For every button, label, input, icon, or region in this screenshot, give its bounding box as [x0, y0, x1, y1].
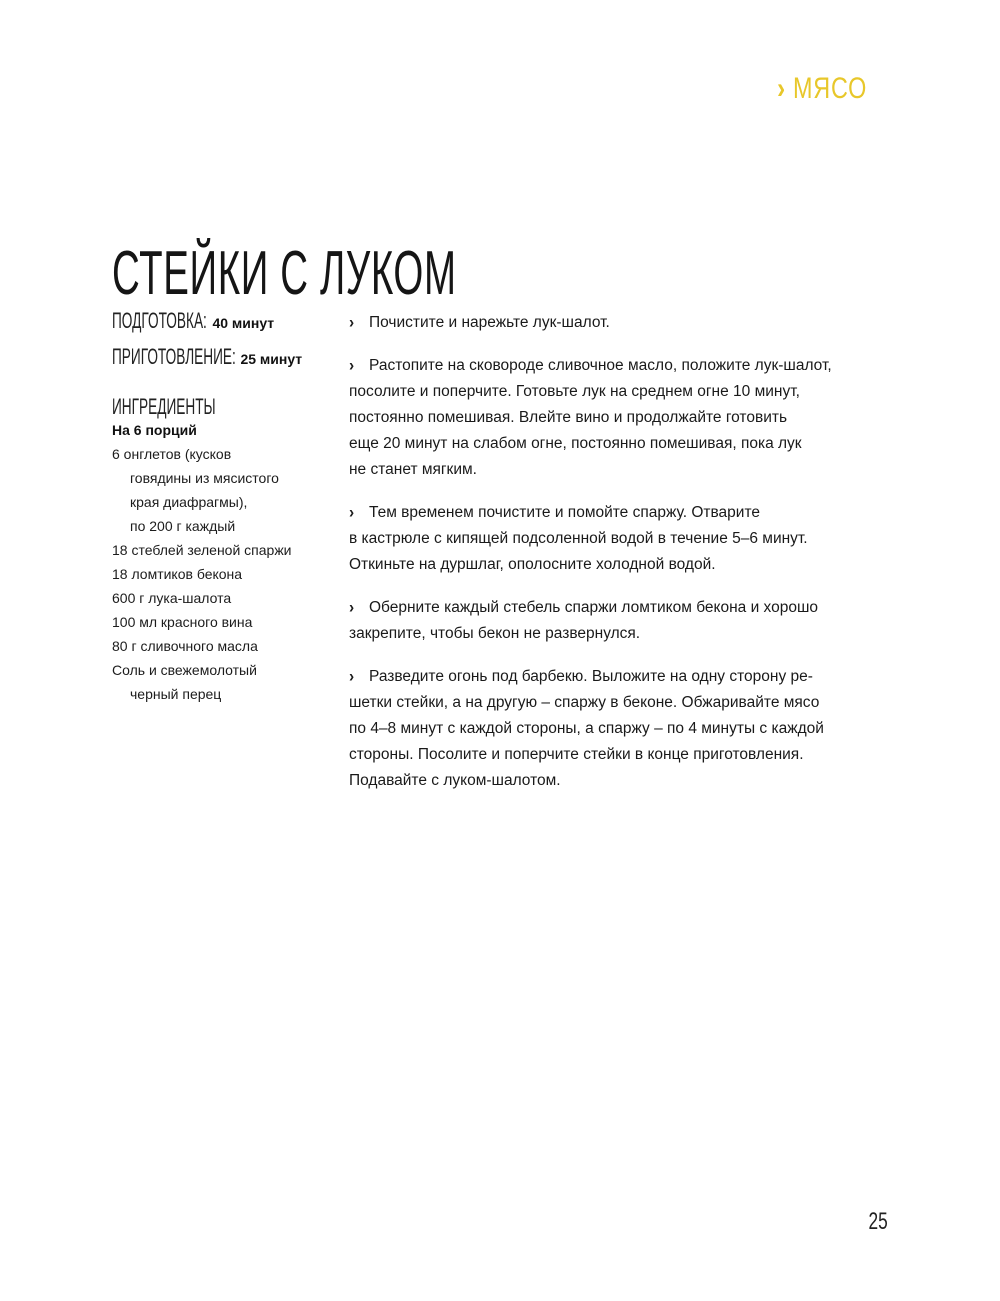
- recipe-info-column: [112, 308, 332, 706]
- chevron-right-icon: ›: [349, 313, 355, 332]
- section-label: МЯСО: [793, 72, 868, 105]
- step-text: Растопите на сковороде сливочное масло, положите лук-шалот, посолите и поперчите. Готовьте лук на среднем огне 10 минут, постоянно помешивая. Влейте вино и продолжайте готовить еще 20 минут на слабом огне, постоянно помешивая, пока лук не станет мягким.: [349, 357, 832, 478]
- ingredient-item: 6 онглетов (кусков говядины из мясистого края диафрагмы), по 200 г каждый: [112, 446, 279, 534]
- page-number: 25: [868, 1208, 888, 1235]
- section-tag: [776, 72, 888, 106]
- chevron-right-icon: ›: [349, 598, 355, 617]
- portions: На 6 порций: [112, 422, 197, 438]
- chevron-right-icon: ›: [349, 667, 355, 686]
- chevron-right-icon: ›: [349, 503, 355, 522]
- step-text: Тем временем почистите и помойте спаржу. Отварите в кастрюле с кипящей подсоленной водой в течение 5–6 минут. Откиньте на дуршлаг, ополосните холодной водой.: [349, 504, 808, 573]
- cook-time-value: 25 минут: [240, 351, 303, 367]
- recipe-title: СТЕЙКИ С ЛУКОМ: [112, 238, 457, 308]
- cook-time-label: ПРИГОТОВЛЕНИЕ:: [112, 344, 236, 369]
- method-column: [349, 310, 889, 811]
- ingredient-item: 600 г лука-шалота: [112, 590, 232, 606]
- step-text: Оберните каждый стебель спаржи ломтиком бекона и хорошо закрепите, чтобы бекон не развернулся.: [349, 599, 819, 642]
- ingredient-item: 18 стеблей зеленой спаржи: [112, 542, 292, 558]
- cook-time: [112, 344, 332, 370]
- step-text: Разведите огонь под барбекю. Выложите на одну сторону ре- шетки стейки, а на другую – спаржу в беконе. Обжаривайте мясо по 4–8 минут с каждой стороны, а спаржу – по 4 минуты с каждой стороны. Посолите и поперчите стейки в конце приготовления. Подавайте с луком-шалотом.: [349, 668, 824, 789]
- prep-time: [112, 308, 332, 334]
- ingredients-list: [112, 442, 332, 706]
- method-step: [349, 664, 889, 794]
- method-step: [349, 353, 889, 483]
- prep-time-label: ПОДГОТОВКА:: [112, 308, 207, 333]
- ingredient-item: Соль и свежемолотый черный перец: [112, 662, 257, 702]
- ingredient-item: 80 г сливочного масла: [112, 638, 258, 654]
- ingredient-item: 18 ломтиков бекона: [112, 566, 243, 582]
- ingredient-item: 100 мл красного вина: [112, 614, 253, 630]
- ingredients-heading: ИНГРЕДИЕНТЫ: [112, 394, 216, 419]
- method-step: [349, 310, 889, 336]
- chevron-right-icon: ›: [349, 356, 355, 375]
- chevron-right-icon: ›: [777, 72, 786, 105]
- prep-time-value: 40 минут: [212, 315, 275, 331]
- step-text: Почистите и нарежьте лук-шалот.: [369, 314, 610, 331]
- method-step: [349, 500, 889, 578]
- method-step: [349, 595, 889, 647]
